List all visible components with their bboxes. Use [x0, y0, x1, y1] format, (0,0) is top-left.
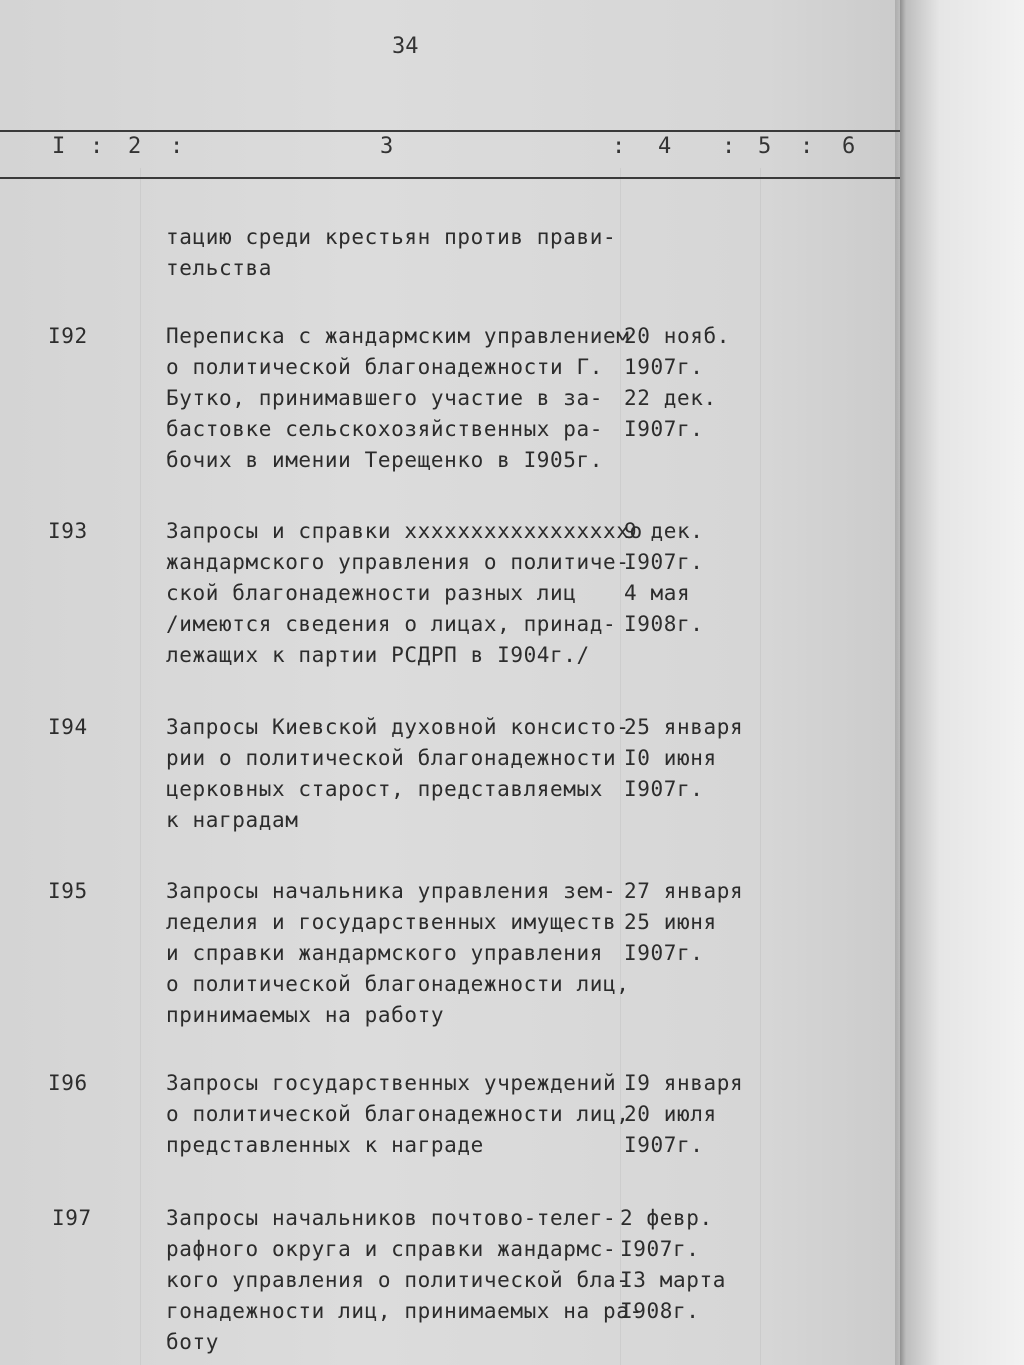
- header-sep: :: [722, 134, 736, 159]
- record-title-line: о политической благонадежности лиц,: [166, 1102, 630, 1126]
- header-col-4: 4: [658, 134, 672, 159]
- record-date: I907г.: [624, 417, 704, 441]
- header-sep: :: [90, 134, 104, 159]
- record-title-line: ской благонадежности разных лиц: [166, 581, 577, 605]
- record-title-line: представленных к награде: [166, 1133, 484, 1157]
- header-top-rule: [0, 130, 900, 132]
- header-col-2: 2: [128, 134, 142, 159]
- record-title-line: леделия и государственных имуществ: [166, 910, 617, 934]
- record-number: I94: [48, 715, 88, 739]
- record-date: I908г.: [624, 612, 704, 636]
- record-date: 1907г.: [624, 355, 704, 379]
- record-title-line: к наградам: [166, 808, 299, 832]
- record-title-line: принимаемых на работу: [166, 1003, 445, 1027]
- continuation-line: тельства: [166, 256, 272, 280]
- record-number: I92: [48, 324, 88, 348]
- record-number: I97: [52, 1206, 92, 1230]
- header-sep: :: [800, 134, 814, 159]
- record-title-line: и справки жандармского управления: [166, 941, 604, 965]
- record-date: 27 января: [624, 879, 744, 903]
- record-date: 2 февр.: [620, 1206, 713, 1230]
- record-title-line: рафного округа и справки жандармс-: [166, 1237, 617, 1261]
- record-title-line: церковных старост, представляемых: [166, 777, 604, 801]
- header-col-5: 5: [758, 134, 772, 159]
- column-guide: [140, 168, 141, 1365]
- record-title-line: о политической благонадежности Г.: [166, 355, 604, 379]
- record-date: I907г.: [624, 550, 704, 574]
- record-title-line: /имеются сведения о лицах, принад-: [166, 612, 617, 636]
- record-title-line: Запросы Киевской духовной консисто-: [166, 715, 630, 739]
- record-date: I907г.: [624, 941, 704, 965]
- record-title-line: Запросы начальника управления зем-: [166, 879, 617, 903]
- header-col-6: 6: [842, 134, 856, 159]
- record-date: 22 дек.: [624, 386, 717, 410]
- header-col-1: I: [52, 134, 66, 159]
- record-number: I96: [48, 1071, 88, 1095]
- record-date: 9 дек.: [624, 519, 704, 543]
- column-guide: [760, 168, 761, 1365]
- record-title-line: Переписка с жандармским управлением: [166, 324, 630, 348]
- record-title-line: боту: [166, 1330, 219, 1354]
- record-date: I0 июня: [624, 746, 717, 770]
- record-date: 25 января: [624, 715, 744, 739]
- record-title-line: Запросы начальников почтово-телег-: [166, 1206, 617, 1230]
- record-date: I907г.: [624, 1133, 704, 1157]
- record-date: I3 марта: [620, 1268, 726, 1292]
- record-title-line: о политической благонадежности лиц,: [166, 972, 630, 996]
- record-date: 20 июля: [624, 1102, 717, 1126]
- record-title-line: рии о политической благонадежности: [166, 746, 617, 770]
- record-title-line: жандармского управления о политиче-: [166, 550, 630, 574]
- record-number: I95: [48, 879, 88, 903]
- record-title-line: гонадежности лиц, принимаемых на ра-: [166, 1299, 643, 1323]
- record-title-line: бочих в имении Терещенко в I905г.: [166, 448, 604, 472]
- header-sep: :: [612, 134, 626, 159]
- continuation-line: тацию среди крестьян против прави-: [166, 225, 617, 249]
- record-title-line: Запросы и справки xxxxxxxxxxxxxxxxxo: [166, 519, 643, 543]
- record-date: I907г.: [620, 1237, 700, 1261]
- record-date: I907г.: [624, 777, 704, 801]
- record-date: 25 июня: [624, 910, 717, 934]
- record-date: 20 нояб.: [624, 324, 730, 348]
- page-number: 34: [392, 34, 419, 59]
- header-sep: :: [170, 134, 184, 159]
- header-col-3: 3: [380, 134, 394, 159]
- record-number: I93: [48, 519, 88, 543]
- page-edge: [900, 0, 1024, 1365]
- record-title-line: Запросы государственных учреждений: [166, 1071, 617, 1095]
- record-date: 4 мая: [624, 581, 691, 605]
- record-title-line: Бутко, принимавшего участие в за-: [166, 386, 604, 410]
- header-bottom-rule: [0, 177, 900, 179]
- record-title-line: кого управления о политической бла-: [166, 1268, 630, 1292]
- record-title-line: бастовке сельскохозяйственных ра-: [166, 417, 604, 441]
- record-date: I908г.: [620, 1299, 700, 1323]
- record-date: I9 января: [624, 1071, 744, 1095]
- record-title-line: лежащих к партии РСДРП в I904г./: [166, 643, 590, 667]
